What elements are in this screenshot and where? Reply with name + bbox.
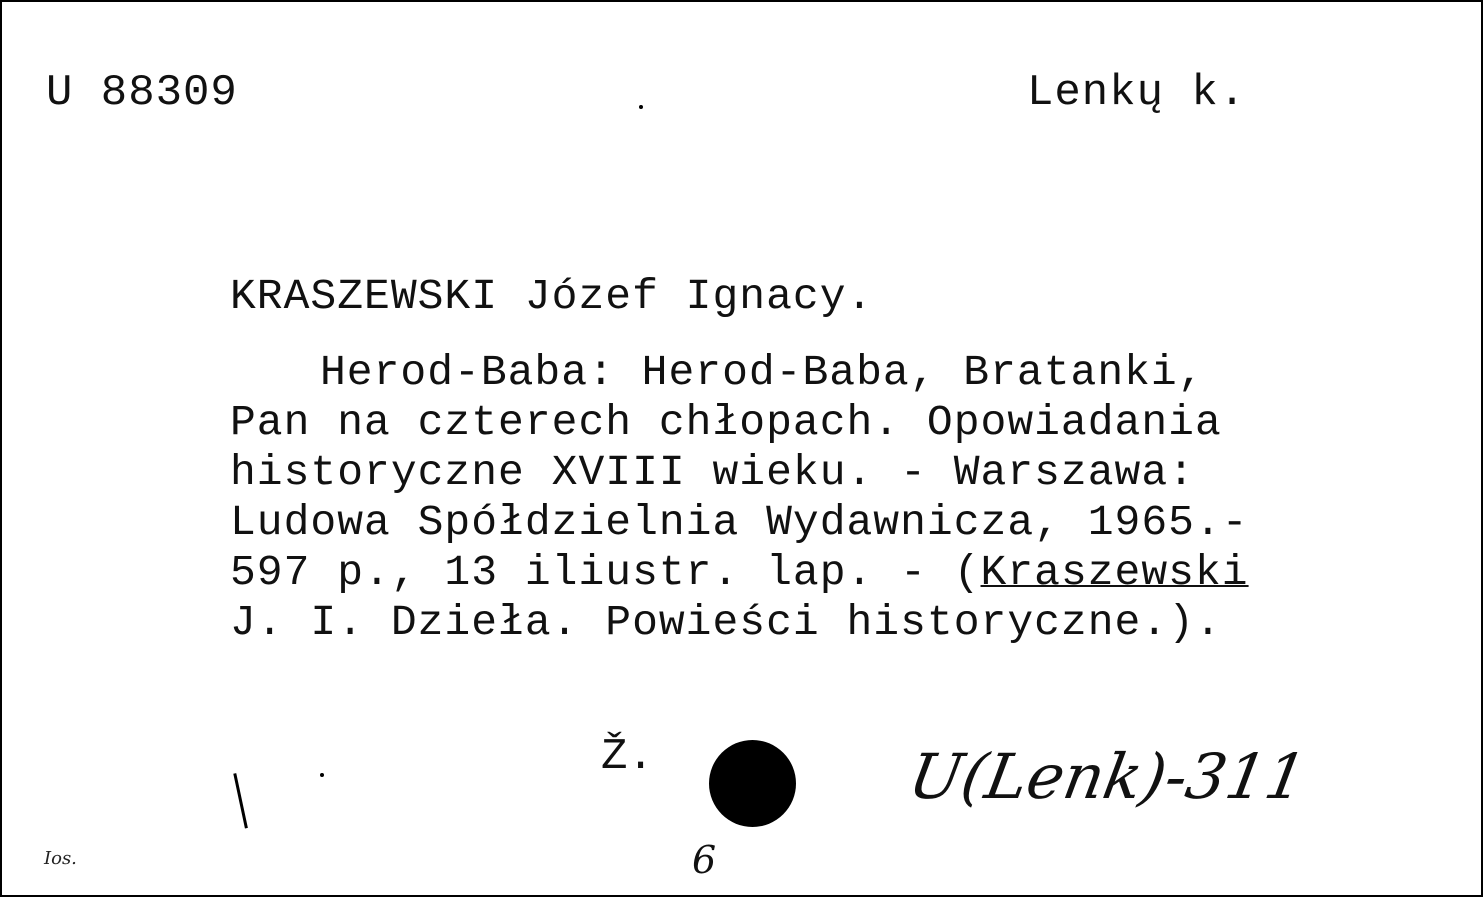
punched-hole — [709, 740, 796, 827]
location-label: Lenkų k. — [1027, 68, 1247, 118]
stray-dot — [639, 105, 643, 109]
author-heading: KRASZEWSKI Józef Ignacy. — [230, 272, 874, 321]
handwritten-number: 6 — [692, 838, 717, 882]
handwritten-note: U(Lenk)-311 — [903, 740, 1312, 813]
body-line-5-text: 597 p., 13 iliustr. lap. - ( — [230, 548, 981, 597]
series-underlined: Kraszewski — [980, 548, 1249, 597]
z-mark: Ž. — [601, 732, 654, 782]
body-line-1: Herod-Baba: Herod-Baba, Bratanki, — [320, 348, 1205, 397]
body-line-4: Ludowa Spółdzielnia Wydawnicza, 1965.- — [230, 498, 1249, 547]
body-line-2: Pan na czterech chłopach. Opowiadania — [230, 398, 1222, 447]
body-line-5 — [230, 548, 1249, 597]
body-line-6: J. I. Dzieła. Powieści historyczne.). — [230, 598, 1222, 647]
hand-stroke-mark — [233, 771, 255, 828]
call-number: U 88309 — [46, 68, 238, 118]
small-dot-mark — [320, 773, 324, 777]
body-line-3: historyczne XVIII wieku. - Warszawa: — [230, 448, 1195, 497]
handwritten-small: Ios. — [44, 848, 77, 869]
